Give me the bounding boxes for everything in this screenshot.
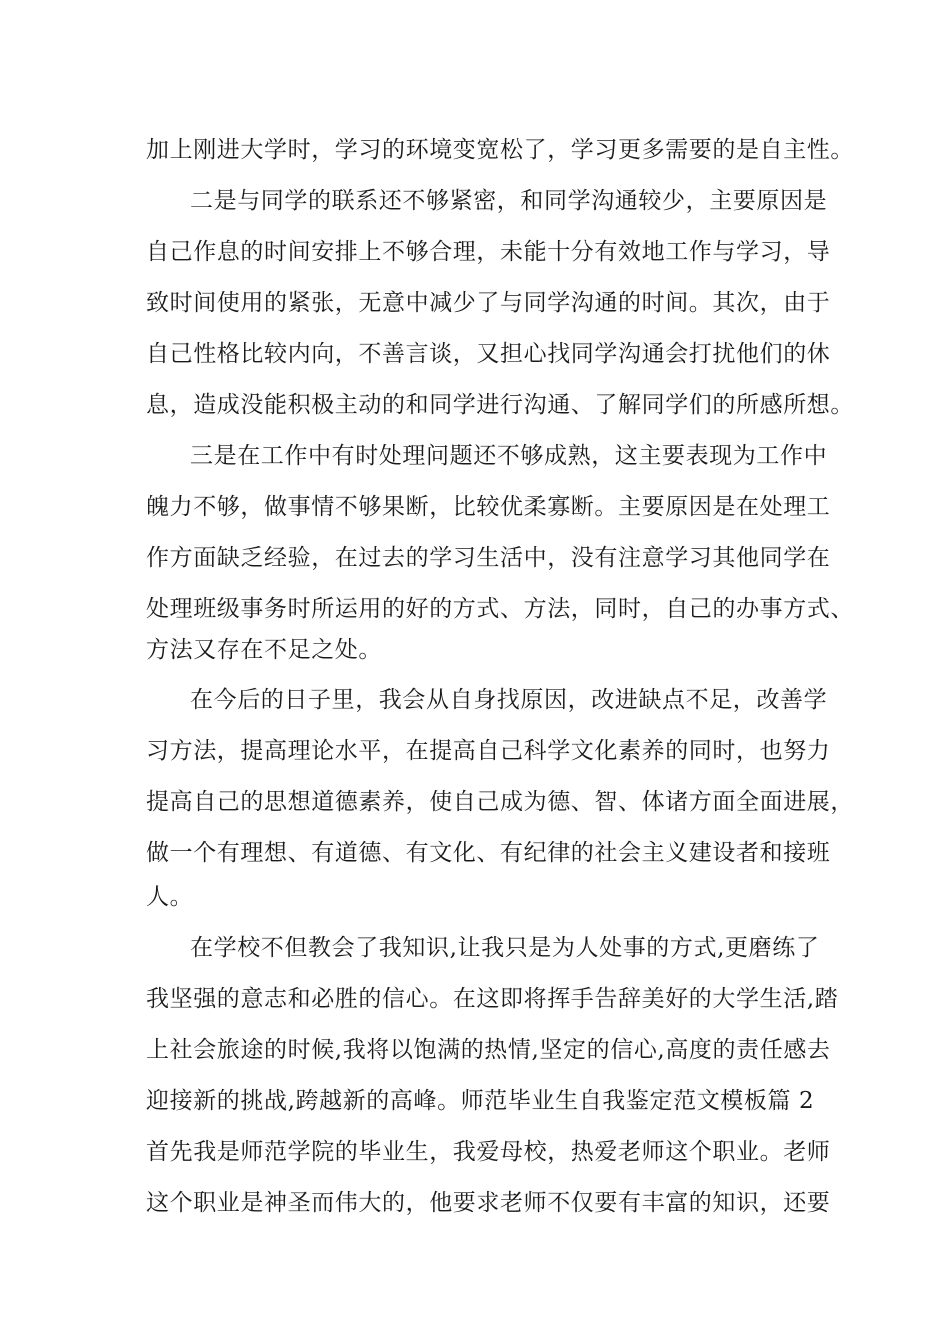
paragraph-start-line: 二是与同学的联系还不够紧密，和同学沟通较少，主要原因是 xyxy=(190,188,828,214)
text-line: 人。 xyxy=(146,884,194,910)
text-line: 作方面缺乏经验，在过去的学习生活中，没有注意学习其他同学在 xyxy=(146,545,831,571)
paragraph-start-line: 在今后的日子里，我会从自身找原因，改进缺点不足，改善学 xyxy=(190,687,828,713)
text-line: 提高自己的思想道德素养，使自己成为德、智、体诸方面全面进展， xyxy=(146,789,854,815)
text-line: 魄力不够，做事情不够果断，比较优柔寡断。主要原因是在处理工 xyxy=(146,494,831,520)
paragraph-start-line: 三是在工作中有时处理问题还不够成熟，这主要表现为工作中 xyxy=(190,443,828,469)
text-line: 我坚强的意志和必胜的信心。在这即将挥手告辞美好的大学生活,踏 xyxy=(146,986,839,1012)
text-line: 迎接新的挑战,跨越新的高峰。师范毕业生自我鉴定范文模板篇 2 xyxy=(146,1088,815,1114)
text-line: 自己作息的时间安排上不够合理，未能十分有效地工作与学习，导 xyxy=(146,239,831,265)
text-line: 这个职业是神圣而伟大的，他要求老师不仅要有丰富的知识，还要 xyxy=(146,1190,831,1216)
text-line: 上社会旅途的时候,我将以饱满的热情,坚定的信心,高度的责任感去 xyxy=(146,1037,831,1063)
text-line: 做一个有理想、有道德、有文化、有纪律的社会主义建设者和接班 xyxy=(146,840,831,866)
text-line: 自己性格比较内向，不善言谈，又担心找同学沟通会打扰他们的休 xyxy=(146,341,831,367)
text-line: 首先我是师范学院的毕业生，我爱母校，热爱老师这个职业。老师 xyxy=(146,1139,831,1165)
text-line: 处理班级事务时所运用的好的方式、方法，同时，自己的办事方式、 xyxy=(146,596,854,622)
paragraph-start-line: 在学校不但教会了我知识,让我只是为人处事的方式,更磨练了 xyxy=(190,935,820,961)
text-line: 息，造成没能积极主动的和同学进行沟通、了解同学们的所感所想。 xyxy=(146,392,854,418)
text-line: 方法又存在不足之处。 xyxy=(146,637,382,663)
text-line: 致时间使用的紧张，无意中减少了与同学沟通的时间。其次，由于 xyxy=(146,290,831,316)
text-line: 习方法，提高理论水平，在提高自己科学文化素养的同时，也努力 xyxy=(146,738,831,764)
text-line: 加上刚进大学时，学习的环境变宽松了，学习更多需要的是自主性。 xyxy=(146,137,854,163)
